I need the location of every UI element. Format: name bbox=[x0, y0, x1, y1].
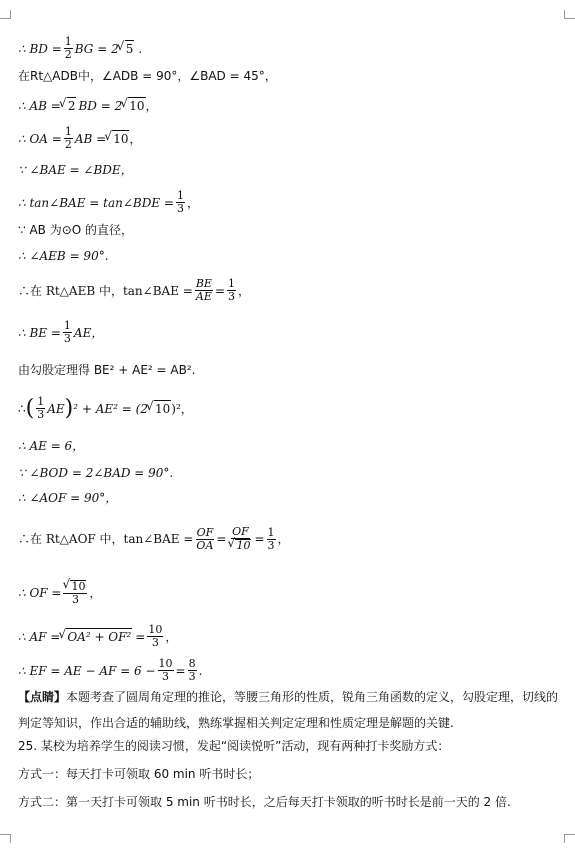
comment-label: 【点睛】 bbox=[18, 690, 67, 704]
solution-line: ∴ AF = √ OA² + OF² = $\frac{10}{3}$ ， bbox=[18, 624, 177, 649]
comment-paragraph bbox=[18, 684, 563, 736]
solution-line: ∴ ∠AOF = 90°， bbox=[18, 491, 118, 505]
solution-line: 由勾股定理得 BE² + AE² = AB². bbox=[18, 363, 196, 377]
page-corner-mark bbox=[0, 10, 11, 19]
reward-option-1: 方式一：每天打卡可领取 60 min 听书时长； bbox=[18, 767, 260, 781]
solution-line: ∴ AE = 6， bbox=[18, 439, 85, 453]
solution-line: ∵ ∠BAE = ∠BDE， bbox=[18, 163, 133, 177]
solution-line: ∴ AB = √ 2 BD = 2 √ 10 ， bbox=[18, 97, 158, 114]
solution-line: ∴ EF = AE − AF = 6 − $\frac{10}{3}$ = $\frac{8}{3}$ . bbox=[18, 657, 203, 683]
solution-line: ∴在 Rt△AOF 中，tan∠BAE = $\frac{OF}{OA}$ = OF √ 10 = $\frac{1}{3}$ ， bbox=[18, 526, 290, 552]
solution-line: ∵ AB 为⊙O 的直径， bbox=[18, 223, 134, 237]
page-corner-mark bbox=[564, 10, 575, 19]
solution-line: ∴ OA = $\frac{1}{2}$ AB = √ 10 ， bbox=[18, 126, 141, 151]
comment-text: 本题考查了圆周角定理的推论，等腰三角形的性质，锐角三角函数的定义，勾股定理，切线的判定等知识，作出合适的辅助线，熟练掌握相关判定定理和性质定理是解题的关键. bbox=[18, 690, 559, 730]
solution-line: ∵ ∠BOD = 2∠BAD = 90°. bbox=[18, 466, 174, 480]
reward-option-2: 方式二：第一天打卡可领取 5 min 听书时长，之后每天打卡领取的听书时长是前一天的 2 倍. bbox=[18, 795, 511, 809]
solution-line: ∴ BD = $\frac{1}{2}$ BG = 2 √ 5 . bbox=[18, 36, 142, 61]
question-25: 25. 某校为培养学生的阅读习惯，发起“阅读悦听”活动，现有两种打卡奖励方式： bbox=[18, 739, 450, 753]
solution-line: ∴ OF = √ $\frac{10}{3}$ ， bbox=[18, 580, 102, 606]
page-corner-mark bbox=[564, 834, 575, 843]
solution-line: ∴ BE = $\frac{1}{3}$ AE， bbox=[18, 319, 104, 345]
solution-line: ∴ ∠AEB = 90°. bbox=[18, 249, 109, 263]
solution-line: ∴ ( $\frac{1}{3}$ AE ) ² + AE² = (2 √ 10 )²， bbox=[18, 396, 193, 421]
sqrt: √ 5 bbox=[125, 40, 135, 57]
solution-line: ∴在 Rt△AEB 中，tan∠BAE = $\frac{BE}{AE}$ = $\frac{1}{3}$ ， bbox=[18, 277, 251, 303]
solution-line: 在Rt△ADB中，∠ADB = 90°，∠BAD = 45°， bbox=[18, 69, 277, 83]
solution-line: ∴ tan∠BAE = tan∠BDE = $\frac{1}{3}$ ， bbox=[18, 189, 199, 215]
fraction: $\frac{1}{2}$ bbox=[64, 35, 72, 61]
page-corner-mark bbox=[0, 834, 11, 843]
